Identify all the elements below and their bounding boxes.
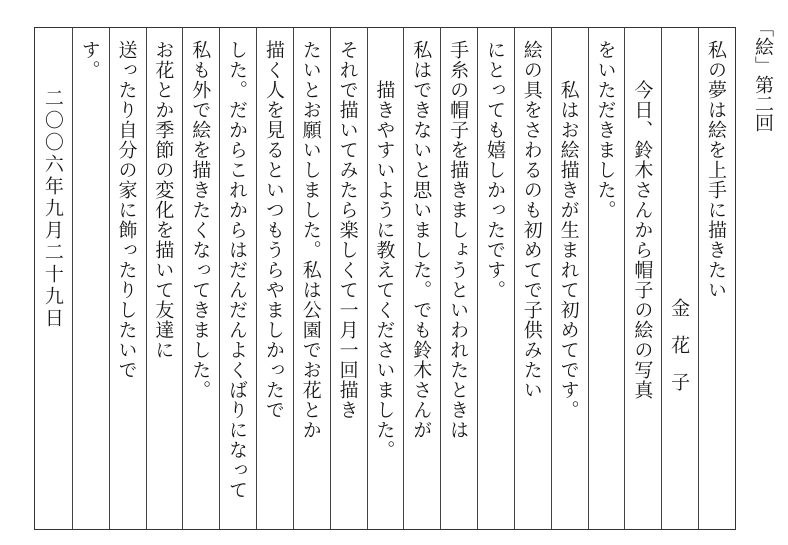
column-line-1 (624, 28, 661, 529)
author-name: 金花子 (668, 298, 691, 409)
column-date (35, 28, 72, 529)
essay-line: 私はできないと思いました。でも鈴木さんが (410, 40, 433, 440)
column-line-16 (72, 28, 109, 529)
column-line-15 (109, 28, 146, 529)
column-title (698, 28, 735, 529)
column-line-2 (588, 28, 625, 529)
essay-line: 私はお絵描きが生まれて初めてです。 (557, 80, 580, 420)
column-line-10 (293, 28, 330, 529)
essay-line: 送ったり自分の家に飾ったりしたいで (115, 40, 138, 380)
essay-title: 私の夢は絵を上手に描きたい (705, 40, 727, 300)
essay-line: 絵の具をさわるのも初めてで子供みたい (520, 40, 543, 400)
column-line-11 (256, 28, 293, 529)
essay-line: お花とか季節の変化を描いて友達に (152, 40, 175, 360)
column-line-3 (551, 28, 588, 529)
column-line-12 (219, 28, 256, 529)
series-label: 「絵」第二回 (752, 18, 774, 132)
essay-line: 描きやすいように教えてくださいました。 (373, 80, 396, 460)
essay-line: それで描いてみたら楽しくて一月一回描き (336, 40, 359, 420)
column-line-7 (403, 28, 440, 529)
column-line-14 (146, 28, 183, 529)
column-line-6 (440, 28, 477, 529)
column-line-8 (367, 28, 404, 529)
column-line-4 (514, 28, 551, 529)
column-line-9 (330, 28, 367, 529)
essay-line: す。 (78, 40, 101, 80)
essay-line: にとっても嬉しかったです。 (483, 40, 506, 300)
column-author (661, 28, 698, 529)
essay-date: 二〇〇六年九月二十九日 (41, 88, 64, 330)
essay-line: した。だからこれからはだんだんよくばりになって (226, 40, 249, 500)
essay-line: をいただきました。 (594, 40, 617, 220)
essay-line: 私も外で絵を描きたくなってきました。 (189, 40, 212, 400)
essay-line: 今日、鈴木さんから帽子の絵の写真 (631, 80, 654, 400)
essay-line: 手糸の帽子を描きましょうといわれたときは (447, 40, 470, 440)
essay-line: たいとお願いしました。私は公園でお花とか (299, 40, 322, 440)
vertical-writing-grid (34, 27, 736, 530)
essay-line: 描く人を見るといつもうらやましかったで (262, 40, 285, 420)
column-line-5 (477, 28, 514, 529)
column-line-13 (182, 28, 219, 529)
